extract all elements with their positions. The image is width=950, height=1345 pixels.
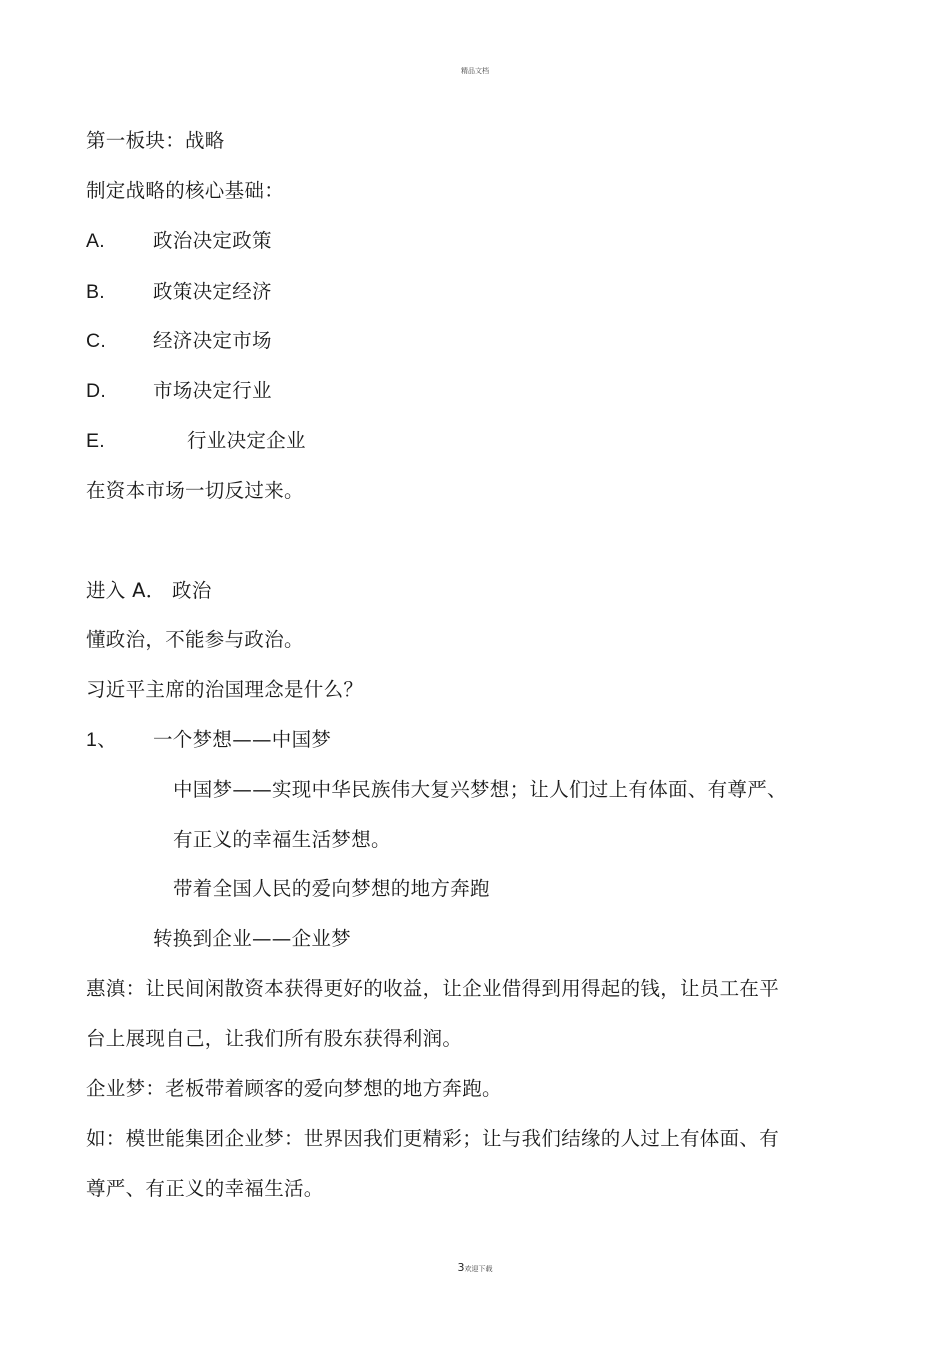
list-marker: 1、	[86, 729, 117, 751]
paragraph: 尊严、有正义的幸福生活。	[86, 1177, 324, 1200]
paragraph: 懂政治，不能参与政治。	[86, 628, 304, 651]
section-title: 第一板块：战略	[86, 129, 225, 152]
intro-text: 制定战略的核心基础：	[86, 179, 285, 202]
list-item-text: 政治决定政策	[153, 229, 272, 252]
list-marker: D.	[86, 380, 107, 402]
footer-text: 欢迎下载	[464, 1265, 493, 1273]
list-marker: A.	[86, 230, 106, 252]
paragraph: 企业梦：老板带着顾客的爱向梦想的地方奔跑。	[86, 1077, 502, 1100]
list-item	[86, 378, 106, 404]
question-text: 习近平主席的治国理念是什么？	[86, 678, 364, 701]
conclusion-text: 在资本市场一切反过来。	[86, 479, 304, 502]
page-number: 3	[457, 1261, 465, 1274]
paragraph: 有正义的幸福生活梦想。	[173, 828, 391, 851]
list-item	[86, 328, 106, 354]
list-item	[86, 228, 105, 254]
list-marker: E.	[86, 430, 106, 452]
paragraph: 台上展现自己，让我们所有股东获得利润。	[86, 1027, 463, 1050]
list-item	[86, 279, 105, 305]
list-item-text: 经济决定市场	[153, 329, 272, 352]
page-footer	[0, 1261, 950, 1274]
paragraph: 惠滇：让民间闲散资本获得更好的收益，让企业借得到用得起的钱，让员工在平	[86, 977, 780, 1000]
numbered-item	[86, 727, 117, 753]
paragraph: 如：模世能集团企业梦：世界因我们更精彩；让与我们结缘的人过上有体面、有	[86, 1127, 780, 1150]
list-item	[86, 428, 105, 454]
list-item-text: 市场决定行业	[153, 379, 272, 402]
paragraph: 转换到企业——企业梦	[153, 927, 351, 950]
section-title: 进入 A． 政治	[86, 579, 212, 602]
list-item-text: 政策决定经济	[153, 280, 272, 303]
list-item-text: 行业决定企业	[187, 429, 306, 452]
list-marker: B.	[86, 281, 106, 303]
paragraph: 中国梦——实现中华民族伟大复兴梦想；让人们过上有体面、有尊严、	[173, 778, 787, 801]
list-marker: C.	[86, 330, 107, 352]
paragraph: 带着全国人民的爱向梦想的地方奔跑	[173, 877, 490, 900]
numbered-item-text: 一个梦想——中国梦	[153, 728, 332, 751]
page-header: 精品文档	[461, 67, 489, 75]
